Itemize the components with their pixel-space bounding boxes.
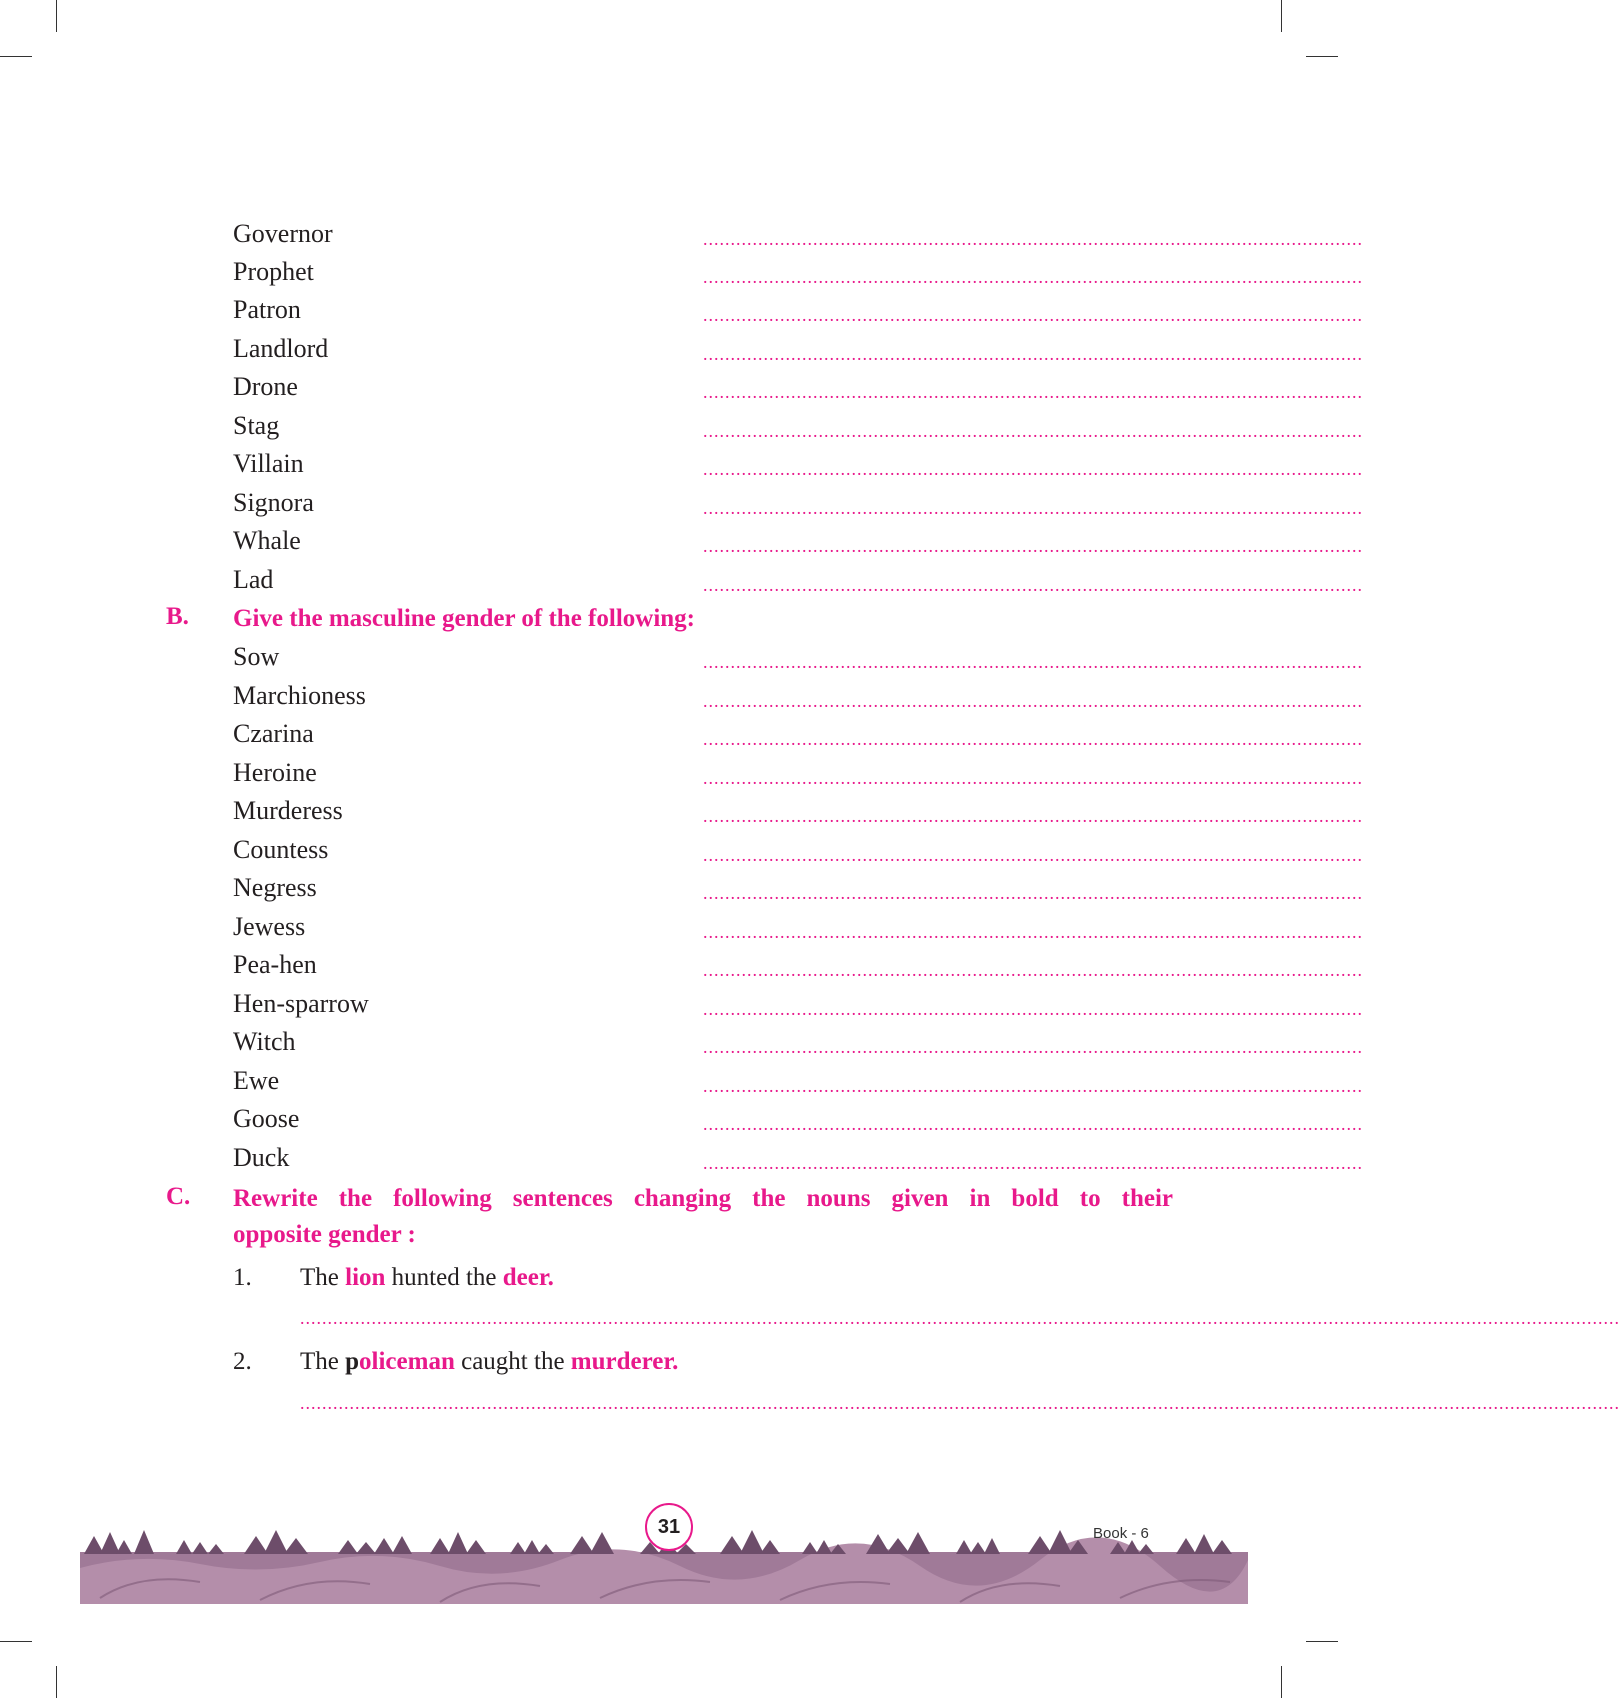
item-word: Sow	[233, 642, 280, 671]
section-c-title-line2: opposite gender :	[233, 1221, 416, 1248]
answer-blank[interactable]: ........................................................................................................................	[703, 1153, 1363, 1173]
answer-blank[interactable]: ........................................................................................................................	[703, 305, 1363, 325]
sentence-text: The	[300, 1348, 346, 1375]
list-item	[233, 522, 1363, 560]
book-label: Book - 6	[1093, 1525, 1149, 1542]
section-b-title: Give the masculine gender of the following:	[233, 605, 695, 632]
answer-blank[interactable]: ........................................................................................................................	[703, 267, 1363, 287]
page-number: 31	[645, 1503, 693, 1551]
list-item	[233, 484, 1363, 522]
list-item	[233, 253, 1363, 291]
item-word: Prophet	[233, 257, 314, 286]
list-item	[233, 407, 1363, 445]
list-item	[233, 1062, 1363, 1100]
item-word: Goose	[233, 1104, 300, 1133]
list-item	[233, 985, 1363, 1023]
answer-blank[interactable]: ........................................................................................................................	[703, 575, 1363, 595]
item-word: Hen-sparrow	[233, 989, 369, 1018]
sentence-2	[300, 1348, 678, 1376]
answer-blank[interactable]: ........................................................................................................................	[703, 421, 1363, 441]
answer-blank[interactable]: ........................................................................................................................	[703, 1076, 1363, 1096]
list-item	[233, 908, 1363, 946]
answer-blank[interactable]: ........................................................................................................................	[703, 536, 1363, 556]
list-item	[233, 946, 1363, 984]
answer-line[interactable]: ................................................................................................................................................................................................................................................	[300, 1308, 1620, 1328]
list-item	[233, 1139, 1363, 1177]
crop-mark	[1306, 1641, 1338, 1642]
item-word: Countess	[233, 835, 329, 864]
bold-noun: deer.	[502, 1264, 554, 1291]
sentence-number: 2.	[233, 1348, 252, 1375]
item-word: Villain	[233, 449, 304, 478]
sentence-number: 1.	[233, 1264, 252, 1291]
section-c-letter: C.	[166, 1183, 191, 1210]
answer-blank[interactable]: ........................................................................................................................	[703, 1037, 1363, 1057]
item-word: Drone	[233, 372, 298, 401]
item-word: Signora	[233, 488, 314, 517]
answer-blank[interactable]: ........................................................................................................................	[703, 498, 1363, 518]
crop-mark	[1281, 0, 1282, 32]
answer-blank[interactable]: ........................................................................................................................	[703, 768, 1363, 788]
item-word: Pea-hen	[233, 950, 317, 979]
section-c-title-line1: Rewrite the following sentences changing the nouns given in bold to their	[233, 1185, 1173, 1212]
bold-noun: oliceman	[359, 1348, 455, 1375]
item-word: Duck	[233, 1143, 290, 1172]
crop-mark	[56, 1666, 57, 1698]
answer-blank[interactable]: ........................................................................................................................	[703, 344, 1363, 364]
list-item	[233, 368, 1363, 406]
list-item	[233, 445, 1363, 483]
answer-blank[interactable]: ........................................................................................................................	[703, 845, 1363, 865]
crop-mark	[1306, 56, 1338, 57]
item-word: Heroine	[233, 758, 317, 787]
answer-blank[interactable]: ........................................................................................................................	[703, 922, 1363, 942]
list-item	[233, 715, 1363, 753]
crop-mark	[56, 0, 57, 32]
item-word: Landlord	[233, 334, 329, 363]
list-item	[233, 215, 1363, 253]
list-item	[233, 291, 1363, 329]
sentence-text: The	[300, 1264, 346, 1291]
sentence-text: caught the	[454, 1348, 571, 1375]
list-item	[233, 869, 1363, 907]
bold-noun: lion	[345, 1264, 386, 1291]
list-item	[233, 561, 1363, 599]
bold-noun: murderer.	[570, 1348, 679, 1375]
answer-blank[interactable]: ........................................................................................................................	[703, 691, 1363, 711]
answer-blank[interactable]: ........................................................................................................................	[703, 729, 1363, 749]
list-item	[233, 792, 1363, 830]
answer-blank[interactable]: ........................................................................................................................	[703, 459, 1363, 479]
crop-mark	[0, 56, 32, 57]
list-item	[233, 831, 1363, 869]
list-item	[233, 677, 1363, 715]
answer-blank[interactable]: ........................................................................................................................	[703, 382, 1363, 402]
item-word: Patron	[233, 295, 301, 324]
item-word: Jewess	[233, 912, 306, 941]
item-word: Stag	[233, 411, 280, 440]
answer-blank[interactable]: ........................................................................................................................	[703, 999, 1363, 1019]
item-word: Czarina	[233, 719, 314, 748]
answer-blank[interactable]: ........................................................................................................................	[703, 1114, 1363, 1134]
item-word: Lad	[233, 565, 274, 594]
sentence-text: hunted the	[385, 1264, 503, 1291]
answer-blank[interactable]: ........................................................................................................................	[703, 229, 1363, 249]
item-word: Governor	[233, 219, 333, 248]
list-item	[233, 638, 1363, 676]
sentence-1	[300, 1264, 554, 1292]
item-word: Murderess	[233, 796, 343, 825]
section-b-letter: B.	[166, 603, 189, 630]
crop-mark	[1281, 1666, 1282, 1698]
answer-line[interactable]: ................................................................................................................................................................................................................................................	[300, 1393, 1620, 1413]
list-item	[233, 1100, 1363, 1138]
item-word: Ewe	[233, 1066, 280, 1095]
item-word: Marchioness	[233, 681, 366, 710]
bold-noun-initial: p	[345, 1348, 360, 1375]
answer-blank[interactable]: ........................................................................................................................	[703, 960, 1363, 980]
item-word: Negress	[233, 873, 317, 902]
list-item	[233, 1023, 1363, 1061]
answer-blank[interactable]: ........................................................................................................................	[703, 883, 1363, 903]
list-item	[233, 754, 1363, 792]
list-item	[233, 330, 1363, 368]
item-word: Witch	[233, 1027, 296, 1056]
answer-blank[interactable]: ........................................................................................................................	[703, 652, 1363, 672]
answer-blank[interactable]: ........................................................................................................................	[703, 806, 1363, 826]
item-word: Whale	[233, 526, 301, 555]
crop-mark	[0, 1641, 32, 1642]
